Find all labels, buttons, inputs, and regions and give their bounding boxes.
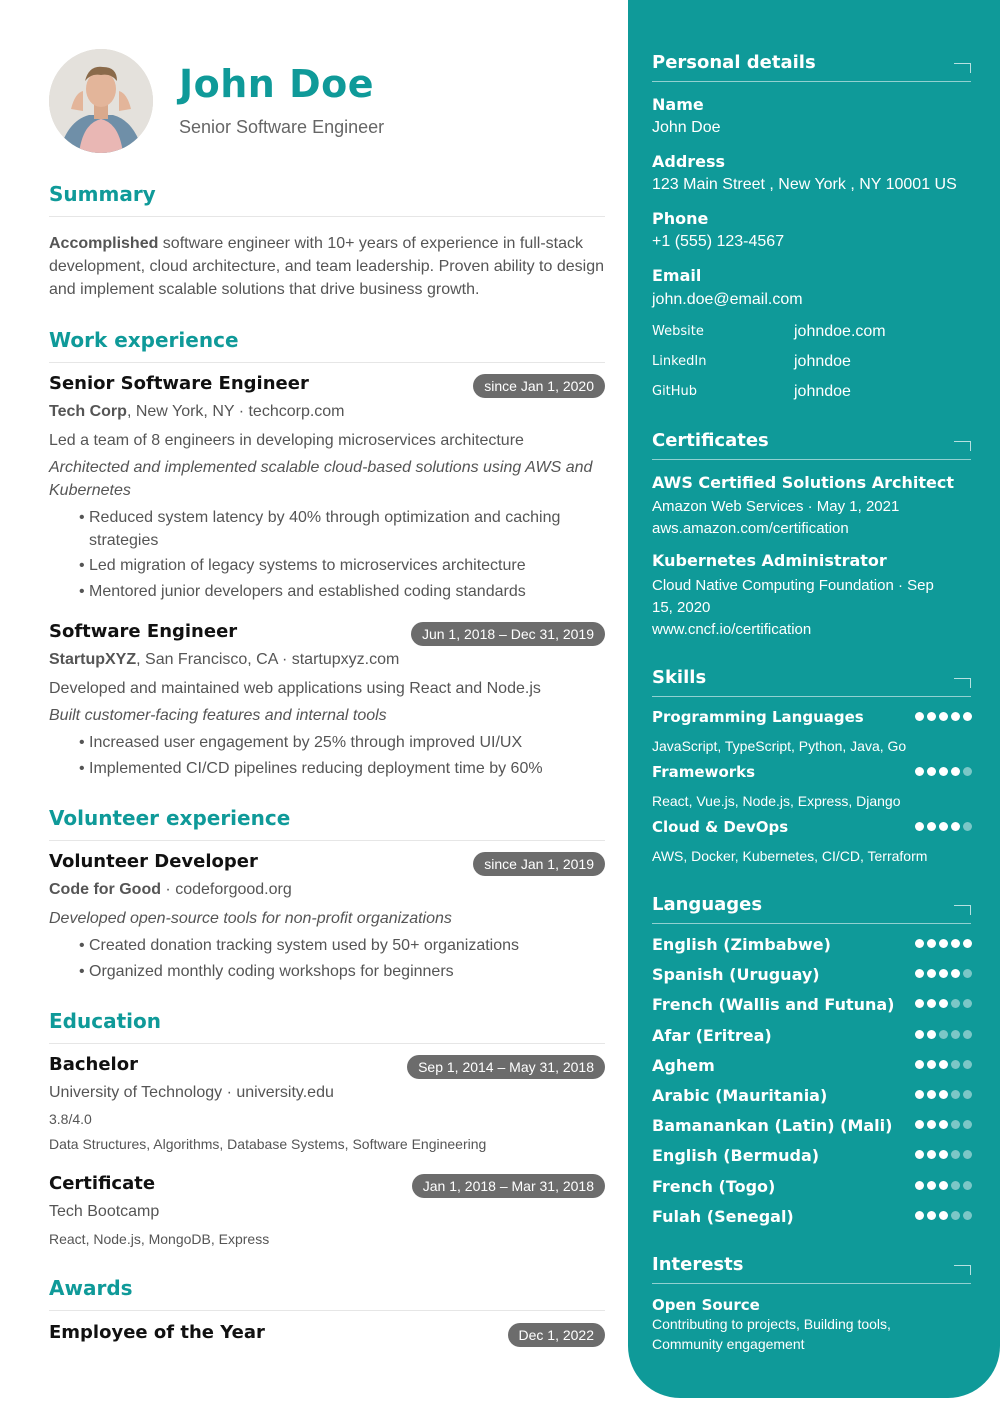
date-badge: Jun 1, 2018 – Dec 31, 2019 xyxy=(411,622,605,646)
school-line: University of Technology · university.edu xyxy=(49,1084,334,1101)
corner-icon xyxy=(954,678,971,688)
level-dot xyxy=(963,712,972,721)
level-dot xyxy=(963,1090,972,1099)
level-dot xyxy=(927,1120,936,1129)
org-site: · codeforgood.org xyxy=(160,881,292,898)
interest-keywords-line-1: Contributing to projects, Building tools, xyxy=(652,1316,891,1332)
level-dot xyxy=(939,999,948,1008)
name-value: John Doe xyxy=(652,119,721,136)
level-dots xyxy=(915,999,972,1008)
level-dots xyxy=(915,712,972,721)
org-name: Code for Good xyxy=(49,881,161,898)
level-dot xyxy=(927,822,936,831)
corner-icon xyxy=(954,441,971,451)
level-dot xyxy=(951,712,960,721)
section-title-text: Languages xyxy=(652,894,763,915)
level-dot xyxy=(951,939,960,948)
level-dot xyxy=(939,1211,948,1220)
level-dot xyxy=(963,822,972,831)
certificate-name: Kubernetes Administrator xyxy=(652,551,887,570)
level-dot xyxy=(951,999,960,1008)
address-label: Address xyxy=(652,152,726,171)
work-title: Work experience xyxy=(49,328,605,363)
level-dots xyxy=(915,1211,972,1220)
date-badge: since Jan 1, 2019 xyxy=(473,852,605,876)
section-title-text: Certificates xyxy=(652,430,769,451)
date-badge: Dec 1, 2022 xyxy=(508,1323,606,1347)
language-name: Aghem xyxy=(652,1055,715,1075)
corner-icon xyxy=(954,63,971,73)
level-dot xyxy=(963,999,972,1008)
level-dots xyxy=(915,1030,972,1039)
level-dot xyxy=(939,1120,948,1129)
level-dots xyxy=(915,1060,972,1069)
level-dot xyxy=(951,767,960,776)
phone-label: Phone xyxy=(652,209,709,228)
level-dot xyxy=(939,712,948,721)
level-dot xyxy=(915,1150,924,1159)
level-dot xyxy=(963,1120,972,1129)
school-line: Tech Bootcamp xyxy=(49,1203,160,1220)
level-dot xyxy=(915,1211,924,1220)
level-dot xyxy=(927,712,936,721)
level-dot xyxy=(939,969,948,978)
level-dot xyxy=(951,822,960,831)
level-dot xyxy=(963,1030,972,1039)
level-dot xyxy=(963,1060,972,1069)
level-dot xyxy=(939,767,948,776)
level-dot xyxy=(927,1030,936,1039)
level-dot xyxy=(951,1181,960,1190)
language-name: Afar (Eritrea) xyxy=(652,1025,772,1045)
linkedin-link[interactable]: johndoe xyxy=(794,353,851,370)
italic-line-1: Architected and implemented scalable cloud-based solutions using AWS and xyxy=(49,459,593,476)
awards-title: Awards xyxy=(49,1276,605,1311)
level-dots xyxy=(915,767,972,776)
sidebar xyxy=(628,0,1000,1398)
level-dot xyxy=(951,1120,960,1129)
list-item: • Mentored junior developers and established coding standards xyxy=(89,580,589,603)
level-dot xyxy=(927,1090,936,1099)
summary-line-1: software engineer with 10+ years of experience in full-stack xyxy=(158,235,584,252)
volunteer-summary: Developed open-source tools for non-profit organizations xyxy=(49,910,452,927)
level-dot xyxy=(951,969,960,978)
github-link[interactable]: johndoe xyxy=(794,383,851,400)
level-dot xyxy=(963,1150,972,1159)
level-dot xyxy=(927,767,936,776)
level-dot xyxy=(915,939,924,948)
language-name: Spanish (Uruguay) xyxy=(652,965,820,985)
level-dot xyxy=(915,767,924,776)
job-location-site: , New York, NY · techcorp.com xyxy=(126,403,345,420)
level-dot xyxy=(915,1060,924,1069)
interest-name: Open Source xyxy=(652,1296,760,1314)
language-name: Bamanankan (Latin) (Mali) xyxy=(652,1116,893,1136)
interests-title xyxy=(652,1254,971,1284)
bullet-line-1: Increased user engagement by 25% through improved UI/UX xyxy=(89,734,523,751)
linkedin-label: LinkedIn xyxy=(652,354,707,369)
list-item: • Increased user engagement by 25% through improved UI/UX xyxy=(89,731,589,754)
level-dot xyxy=(915,999,924,1008)
level-dot xyxy=(927,1060,936,1069)
certificate-date: 15, 2020 xyxy=(652,599,711,616)
level-dots xyxy=(915,939,972,948)
bullet-line-1: Mentored junior developers and established coding standards xyxy=(89,583,526,600)
summary-line-2: development, cloud architecture, and team leadership. Proven ability to design xyxy=(49,258,604,275)
corner-icon xyxy=(954,1265,971,1275)
job-highlight-summary xyxy=(49,456,605,502)
level-dot xyxy=(927,1211,936,1220)
bullet-line-1: Implemented CI/CD pipelines reducing deployment time by 60% xyxy=(89,760,543,777)
level-dot xyxy=(963,969,972,978)
level-dot xyxy=(915,1181,924,1190)
name-label: Name xyxy=(652,95,704,114)
level-dot xyxy=(939,1181,948,1190)
level-dot xyxy=(963,1211,972,1220)
job-description: Developed and maintained web applications using React and Node.js xyxy=(49,680,541,697)
degree-title: Bachelor xyxy=(49,1054,138,1075)
list-item: • Reduced system latency by 40% through optimization and caching strategies xyxy=(89,506,589,552)
languages-title xyxy=(652,894,971,924)
language-name: French (Togo) xyxy=(652,1176,776,1196)
level-dot xyxy=(963,767,972,776)
company-name: Tech Corp xyxy=(49,403,127,420)
level-dot xyxy=(951,1211,960,1220)
level-dot xyxy=(915,1030,924,1039)
level-dot xyxy=(951,1150,960,1159)
interest-keywords-line-2: Community engagement xyxy=(652,1336,805,1352)
level-dots xyxy=(915,822,972,831)
job-title: Volunteer Developer xyxy=(49,851,258,872)
date-badge: Sep 1, 2014 – May 31, 2018 xyxy=(407,1055,605,1079)
skill-keywords: AWS, Docker, Kubernetes, CI/CD, Terraform xyxy=(652,848,928,864)
headline: Senior Software Engineer xyxy=(179,117,385,137)
skill-name: Programming Languages xyxy=(652,708,864,726)
level-dot xyxy=(915,712,924,721)
courses: Data Structures, Algorithms, Database Systems, Software Engineering xyxy=(49,1136,487,1152)
degree-title: Certificate xyxy=(49,1173,156,1194)
level-dots xyxy=(915,1181,972,1190)
volunteer-title: Volunteer experience xyxy=(49,806,605,841)
bullet-line-1: Organized monthly coding workshops for beginners xyxy=(89,963,454,980)
language-name: French (Wallis and Futuna) xyxy=(652,995,895,1015)
level-dots xyxy=(915,969,972,978)
skill-name: Cloud & DevOps xyxy=(652,818,789,836)
date-badge: Jan 1, 2018 – Mar 31, 2018 xyxy=(412,1174,605,1198)
certificate-issuer: Cloud Native Computing Foundation · Sep xyxy=(652,577,934,594)
courses: React, Node.js, MongoDB, Express xyxy=(49,1231,270,1247)
bullet-line-1: Led migration of legacy systems to microservices architecture xyxy=(89,557,526,574)
level-dot xyxy=(927,939,936,948)
language-name: English (Bermuda) xyxy=(652,1146,820,1166)
address-value: 123 Main Street , New York , NY 10001 US xyxy=(652,176,957,193)
list-item: • Organized monthly coding workshops for beginners xyxy=(89,960,589,983)
level-dots xyxy=(915,1090,972,1099)
job-company-line xyxy=(49,403,345,421)
certificate-name: AWS Certified Solutions Architect xyxy=(652,473,955,492)
bullet-line-2: strategies xyxy=(89,532,159,549)
skill-keywords: JavaScript, TypeScript, Python, Java, Go xyxy=(652,738,907,754)
list-item: • Led migration of legacy systems to microservices architecture xyxy=(89,554,589,577)
avatar-photo-icon xyxy=(49,49,153,153)
bullet-line-1: Created donation tracking system used by 50+ organizations xyxy=(89,937,520,954)
summary-title: Summary xyxy=(49,182,605,217)
job-title: Senior Software Engineer xyxy=(49,373,309,394)
level-dot xyxy=(951,1090,960,1099)
summary-bold-lead: Accomplished xyxy=(49,235,159,252)
website-link[interactable]: johndoe.com xyxy=(794,323,886,340)
list-item: • Created donation tracking system used by 50+ organizations xyxy=(89,934,589,957)
skills-title xyxy=(652,667,971,697)
bullet-line-1: Reduced system latency by 40% through optimization and caching xyxy=(89,509,561,526)
date-badge: since Jan 1, 2020 xyxy=(473,374,605,398)
level-dot xyxy=(915,822,924,831)
section-title-text: Skills xyxy=(652,667,707,688)
level-dot xyxy=(939,1030,948,1039)
github-label: GitHub xyxy=(652,384,698,399)
award-title: Employee of the Year xyxy=(49,1322,265,1343)
company-name: StartupXYZ xyxy=(49,651,137,668)
italic-line-2: Kubernetes xyxy=(49,482,131,499)
language-name: Arabic (Mauritania) xyxy=(652,1086,828,1105)
certificate-url[interactable]: www.cncf.io/certification xyxy=(652,621,812,638)
language-name: Fulah (Senegal) xyxy=(652,1206,794,1226)
summary-line-3: and implement scalable solutions that drive business growth. xyxy=(49,281,480,298)
job-description: Led a team of 8 engineers in developing microservices architecture xyxy=(49,432,524,449)
level-dot xyxy=(915,1090,924,1099)
main-column xyxy=(49,0,605,1412)
list-item: • Implemented CI/CD pipelines reducing deployment time by 60% xyxy=(89,757,589,780)
email-value[interactable]: john.doe@email.com xyxy=(652,291,803,308)
job-location-site: , San Francisco, CA · startupxyz.com xyxy=(136,651,400,668)
education-title: Education xyxy=(49,1009,605,1044)
level-dot xyxy=(927,999,936,1008)
org-line xyxy=(49,881,292,899)
level-dot xyxy=(915,1120,924,1129)
level-dot xyxy=(951,1030,960,1039)
certificate-url[interactable]: aws.amazon.com/certification xyxy=(652,520,849,537)
level-dot xyxy=(915,969,924,978)
website-label: Website xyxy=(652,324,704,339)
job-company-line xyxy=(49,651,399,669)
section-title-text: Personal details xyxy=(652,52,816,73)
job-highlight-summary: Built customer-facing features and internal tools xyxy=(49,707,387,724)
level-dot xyxy=(927,1150,936,1159)
job-title: Software Engineer xyxy=(49,621,238,642)
phone-value: +1 (555) 123-4567 xyxy=(652,233,785,250)
skill-name: Frameworks xyxy=(652,763,756,781)
level-dot xyxy=(939,939,948,948)
language-name: English (Zimbabwe) xyxy=(652,935,831,954)
name-heading: John Doe xyxy=(179,62,375,106)
level-dot xyxy=(963,939,972,948)
personal-details-title xyxy=(652,52,971,82)
certificate-issuer: Amazon Web Services · May 1, 2021 xyxy=(652,498,900,515)
section-title-text: Interests xyxy=(652,1254,744,1275)
level-dot xyxy=(939,1150,948,1159)
corner-icon xyxy=(954,905,971,915)
level-dot xyxy=(939,1060,948,1069)
level-dots xyxy=(915,1120,972,1129)
level-dot xyxy=(939,1090,948,1099)
gpa: 3.8/4.0 xyxy=(49,1111,92,1127)
level-dot xyxy=(927,969,936,978)
certificates-title xyxy=(652,430,971,460)
level-dots xyxy=(915,1150,972,1159)
level-dot xyxy=(951,1060,960,1069)
summary-text xyxy=(49,232,605,301)
level-dot xyxy=(939,822,948,831)
level-dot xyxy=(927,1181,936,1190)
avatar xyxy=(49,49,153,153)
email-label: Email xyxy=(652,266,702,285)
skill-keywords: React, Vue.js, Node.js, Express, Django xyxy=(652,793,901,809)
level-dot xyxy=(963,1181,972,1190)
